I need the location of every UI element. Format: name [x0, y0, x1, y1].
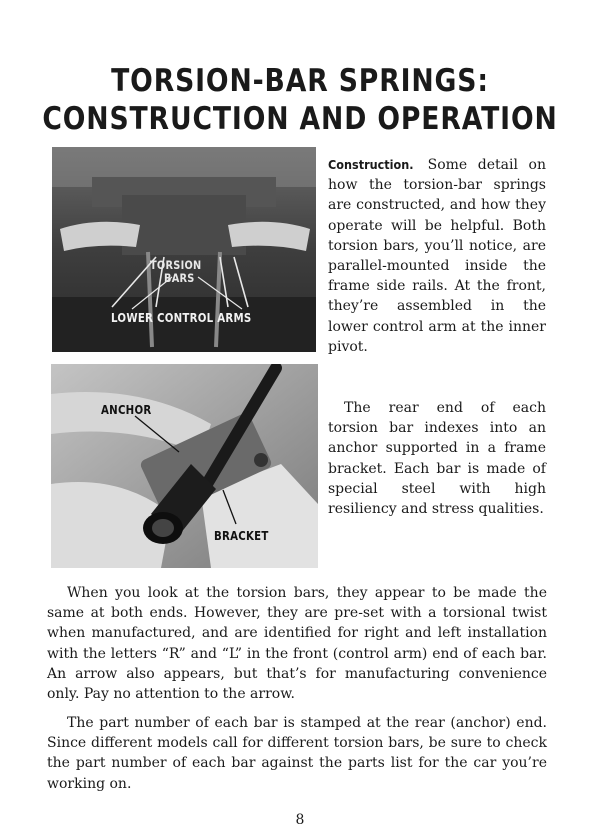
page-title-line-2: CONSTRUCTION AND OPERATION	[42, 101, 558, 137]
part-number-paragraph: The part number of each bar is stamped at the rear (anchor) end. Since different models call for different torsion bars, be sure to check the part number of each bar against the parts list for the car you’re working on.	[47, 715, 547, 792]
construction-text: Some detail on how the torsion-bar springs are constructed, and how they operate will be helpful. Both torsion bars, you’ll notice, are parallel-mounted inside the frame side rails. At the front, they’re assembled in the lower control arm at the inner pivot.	[328, 157, 547, 355]
bracket-label: BRACKET	[214, 529, 269, 543]
page-title-line-1: TORSION-BAR SPRINGS:	[111, 63, 489, 99]
lower-control-arms-label: LOWER CONTROL ARMS	[111, 311, 252, 325]
torsion-label: TORSION	[150, 258, 202, 272]
construction-paragraph	[328, 155, 546, 357]
anchor-bracket-photo	[51, 364, 318, 568]
torsion-bar-ends-paragraph: When you look at the torsion bars, they appear to be made the same at both ends. However, they are pre-set with a torsional twist when manufactured, and are identified for right and left installation with the letters “R” and “L” in the front (control arm) end of each bar. An arrow also appears, but that’s for manufacturing convenience only. Pay no attention to the arrow.	[47, 585, 547, 703]
bars-label: BARS	[164, 271, 195, 285]
construction-runin-heading: Construction.	[328, 157, 414, 172]
page-number: 8	[295, 812, 305, 828]
anchor-label: ANCHOR	[101, 403, 152, 417]
rear-end-paragraph: The rear end of each torsion bar indexes into an anchor supported in a frame bracket. Each bar is made of special steel with high resiliency and stress qualities.	[328, 400, 546, 518]
